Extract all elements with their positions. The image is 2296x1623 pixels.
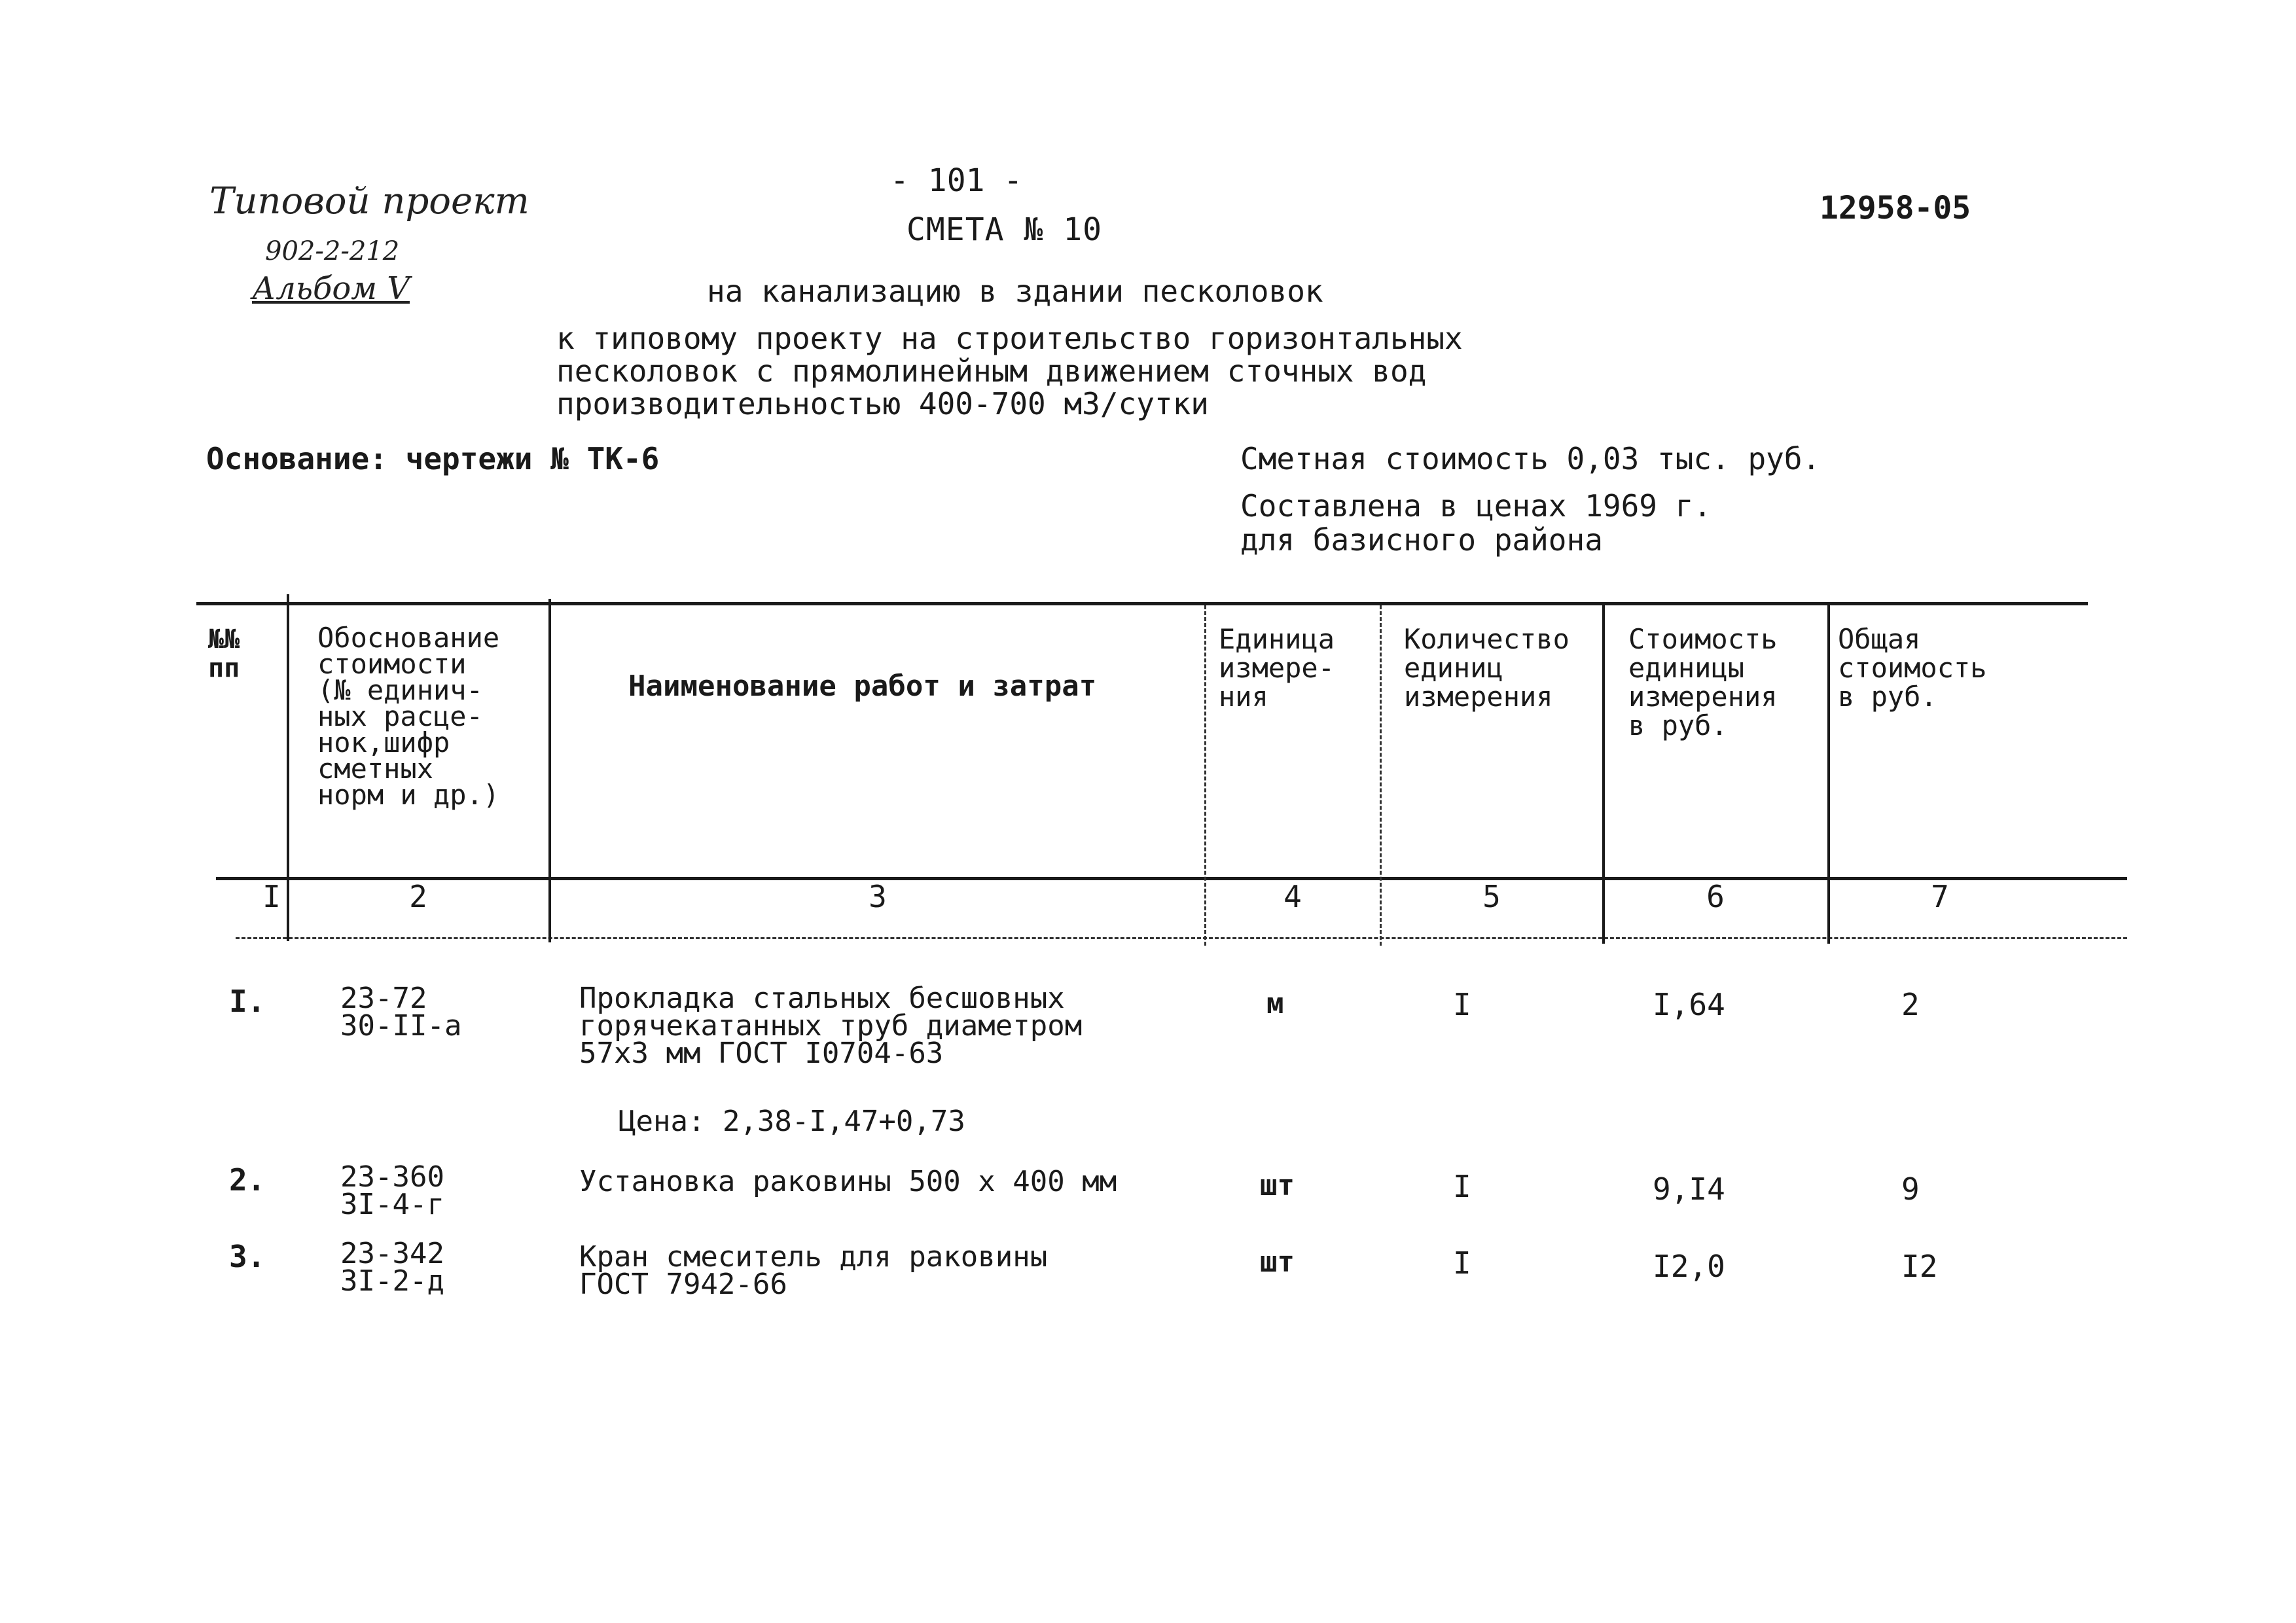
- header-row-number: №№ пп: [208, 624, 240, 683]
- estimate-title: СМЕТА № 10: [906, 211, 1102, 248]
- row-unit: шт: [1260, 1169, 1295, 1202]
- column-number-6: 6: [1706, 879, 1725, 914]
- column-number-1: I: [262, 879, 281, 914]
- prices-region: для базисного района: [1240, 522, 1603, 558]
- table-top-rule: [196, 602, 2088, 605]
- row-number: 2.: [229, 1162, 266, 1198]
- row-total-cost: 2: [1901, 987, 1920, 1022]
- row-quantity: I: [1453, 1245, 1471, 1281]
- handwritten-project-number: 902-2-212: [265, 236, 400, 266]
- row-cost-code: 23-360 3I-4-г: [340, 1160, 444, 1221]
- row-quantity: I: [1453, 1169, 1471, 1204]
- row-quantity: I: [1453, 987, 1471, 1022]
- estimate-subtitle: на канализацию в здании песколовок: [707, 274, 1323, 309]
- estimated-cost: Сметная стоимость 0,03 тыс. руб.: [1240, 441, 1821, 476]
- row-total-cost: I2: [1901, 1249, 1938, 1284]
- column-number-4: 4: [1283, 879, 1302, 914]
- handwritten-album-label: Альбом V: [252, 270, 410, 307]
- row-work-name: Прокладка стальных бесшовных горячекатанных труб диаметром 57x3 мм ГОСТ I0704-63: [579, 982, 1083, 1070]
- row-number: I.: [229, 984, 266, 1019]
- row-cost-code: 23-342 3I-2-д: [340, 1237, 444, 1298]
- row-work-name: Установка раковины 500 x 400 мм: [579, 1165, 1117, 1198]
- column-number-2: 2: [409, 879, 427, 914]
- header-unit-cost: Стоимость единицы измерения в руб.: [1628, 623, 1778, 741]
- row-price-note: Цена: 2,38-I,47+0,73: [619, 1105, 965, 1138]
- column-number-3: 3: [869, 879, 887, 914]
- header-quantity: Количество единиц измерения: [1404, 623, 1570, 713]
- basis-drawings: Основание: чертежи № ТК-6: [206, 441, 660, 476]
- row-unit-cost: I,64: [1653, 987, 1725, 1022]
- page-number: - 101 -: [890, 162, 1023, 199]
- header-work-name: Наименование работ и затрат: [628, 669, 1097, 703]
- document-code: 12958-05: [1820, 190, 1971, 226]
- row-unit-cost: I2,0: [1653, 1249, 1725, 1284]
- estimate-project-description: к типовому проекту на строительство горизонтальных песколовок с прямолинейным движением сточных вод производительностью 400-700 м3/сутки: [556, 321, 1463, 421]
- column-number-7: 7: [1931, 879, 1949, 914]
- row-unit: м: [1266, 987, 1284, 1020]
- row-cost-code: 23-72 30-II-a: [340, 982, 462, 1043]
- prices-year: Составлена в ценах 1969 г.: [1240, 488, 1712, 524]
- handwritten-project-label: Типовой проект: [209, 180, 529, 223]
- header-cost-basis: Обоснование стоимости (№ единич- ных расце- нок,шифр сметных норм и др.): [317, 622, 500, 811]
- row-unit-cost: 9,I4: [1653, 1171, 1725, 1207]
- row-total-cost: 9: [1901, 1171, 1920, 1207]
- row-unit: шт: [1260, 1245, 1295, 1279]
- table-number-row-rule: [236, 937, 2127, 939]
- row-number: 3.: [229, 1239, 266, 1274]
- header-total-cost: Общая стоимость в руб.: [1838, 623, 1987, 713]
- column-number-5: 5: [1482, 879, 1501, 914]
- row-work-name: Кран смеситель для раковины ГОСТ 7942-66: [579, 1240, 1048, 1301]
- header-unit: Единица измере- ния: [1219, 623, 1335, 713]
